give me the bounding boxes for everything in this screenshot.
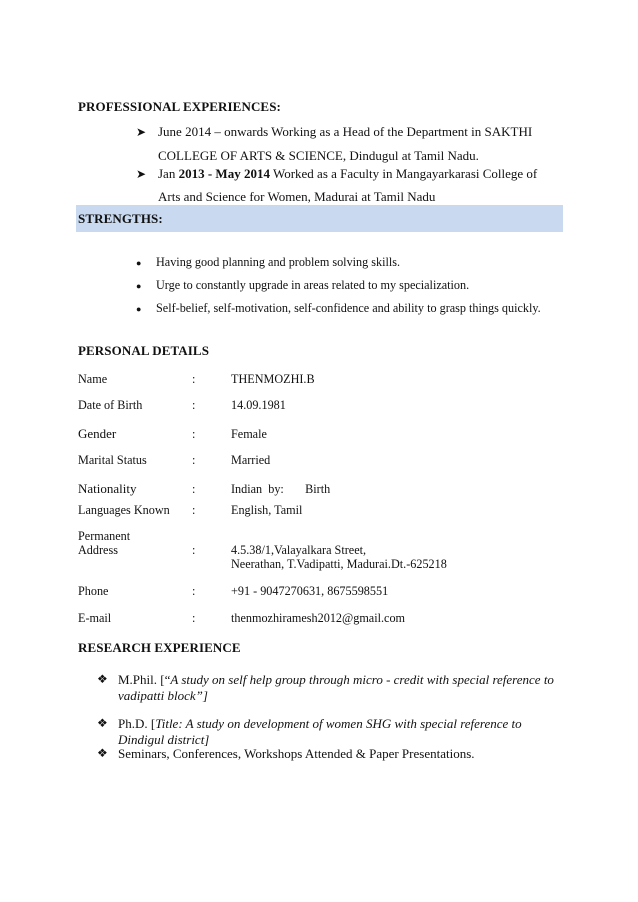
bullet-dot-icon: ● xyxy=(136,281,142,291)
research-mphil-prefix: M.Phil. [“ xyxy=(118,672,171,687)
detail-colon: : xyxy=(192,398,196,412)
diamond-bullet-icon: ❖ xyxy=(97,746,108,760)
detail-value-phone: +91 - 9047270631, 8675598551 xyxy=(231,584,389,598)
detail-value-address-line2: Neerathan, T.Vadipatti, Madurai.Dt.-625218 xyxy=(231,557,447,571)
research-phd-line1 xyxy=(118,716,522,732)
research-phd-title-end: Dindigul district] xyxy=(118,732,210,747)
research-mphil-title: A study on self help group through micro - credit with special reference to xyxy=(170,672,554,687)
detail-value-name: THENMOZHI.B xyxy=(231,372,315,386)
diamond-bullet-icon: ❖ xyxy=(97,672,108,686)
detail-value-address-line1: 4.5.38/1,Valayalkara Street, xyxy=(231,543,367,557)
experience-2-line1 xyxy=(158,166,537,182)
arrow-bullet-icon: ➤ xyxy=(136,167,147,181)
arrow-bullet-icon: ➤ xyxy=(136,125,147,139)
detail-label-languages: Languages Known xyxy=(78,503,170,517)
research-mphil-title-end: vadipatti block”] xyxy=(118,688,208,703)
professional-heading: PROFESSIONAL EXPERIENCES: xyxy=(78,99,281,114)
detail-label-gender: Gender xyxy=(78,426,117,441)
detail-label-phone: Phone xyxy=(78,584,109,598)
experience-2-description: Worked as a Faculty in Mangayarkarasi College of xyxy=(269,166,538,181)
experience-2-dates: 2013 - May 2014 xyxy=(178,166,270,181)
detail-value-gender: Female xyxy=(231,427,267,441)
research-phd-prefix: Ph.D. [ xyxy=(118,716,156,731)
bullet-dot-icon: ● xyxy=(136,258,142,268)
detail-colon: : xyxy=(192,543,196,557)
detail-colon: : xyxy=(192,611,196,625)
detail-colon: : xyxy=(192,427,196,441)
detail-label-name: Name xyxy=(78,372,108,386)
detail-label-dob: Date of Birth xyxy=(78,398,143,412)
bullet-dot-icon: ● xyxy=(136,304,142,314)
detail-value-marital-status: Married xyxy=(231,453,271,467)
diamond-bullet-icon: ❖ xyxy=(97,716,108,730)
detail-colon: : xyxy=(192,482,196,496)
research-mphil-line2 xyxy=(118,688,208,704)
detail-value-languages: English, Tamil xyxy=(231,503,303,517)
detail-colon: : xyxy=(192,372,196,386)
detail-label-marital-status: Marital Status xyxy=(78,453,147,467)
research-seminars: Seminars, Conferences, Workshops Attended & Paper Presentations. xyxy=(118,746,475,761)
detail-label-nationality: Nationality xyxy=(78,481,137,496)
detail-value-dob: 14.09.1981 xyxy=(231,398,286,412)
experience-1-line2: COLLEGE OF ARTS & SCIENCE, Dindugul at Tamil Nadu. xyxy=(158,148,479,163)
strengths-heading: STRENGTHS: xyxy=(78,211,163,226)
experience-2-prefix: Jan xyxy=(158,166,179,181)
research-heading: RESEARCH EXPERIENCE xyxy=(78,640,241,655)
detail-label-permanent: Permanent xyxy=(78,529,131,543)
personal-details-heading: PERSONAL DETAILS xyxy=(78,343,210,358)
experience-1-line1: June 2014 – onwards Working as a Head of the Department in SAKTHI xyxy=(158,124,533,139)
strength-item: Having good planning and problem solving skills. xyxy=(156,255,401,269)
detail-colon: : xyxy=(192,584,196,598)
detail-label-email: E-mail xyxy=(78,611,112,625)
detail-colon: : xyxy=(192,453,196,467)
research-mphil-line1 xyxy=(118,672,554,688)
strength-item: Self-belief, self-motivation, self-confidence and ability to grasp things quickly. xyxy=(156,301,541,315)
detail-value-email: thenmozhiramesh2012@gmail.com xyxy=(231,611,406,625)
strength-item: Urge to constantly upgrade in areas related to my specialization. xyxy=(156,278,470,292)
detail-value-nationality: Indian by: Birth xyxy=(231,482,331,496)
experience-2-line2: Arts and Science for Women, Madurai at Tamil Nadu xyxy=(158,189,436,204)
detail-colon: : xyxy=(192,503,196,517)
detail-label-address: Address xyxy=(78,543,118,557)
research-phd-title: Title: A study on development of women SHG with special reference to xyxy=(155,716,522,731)
